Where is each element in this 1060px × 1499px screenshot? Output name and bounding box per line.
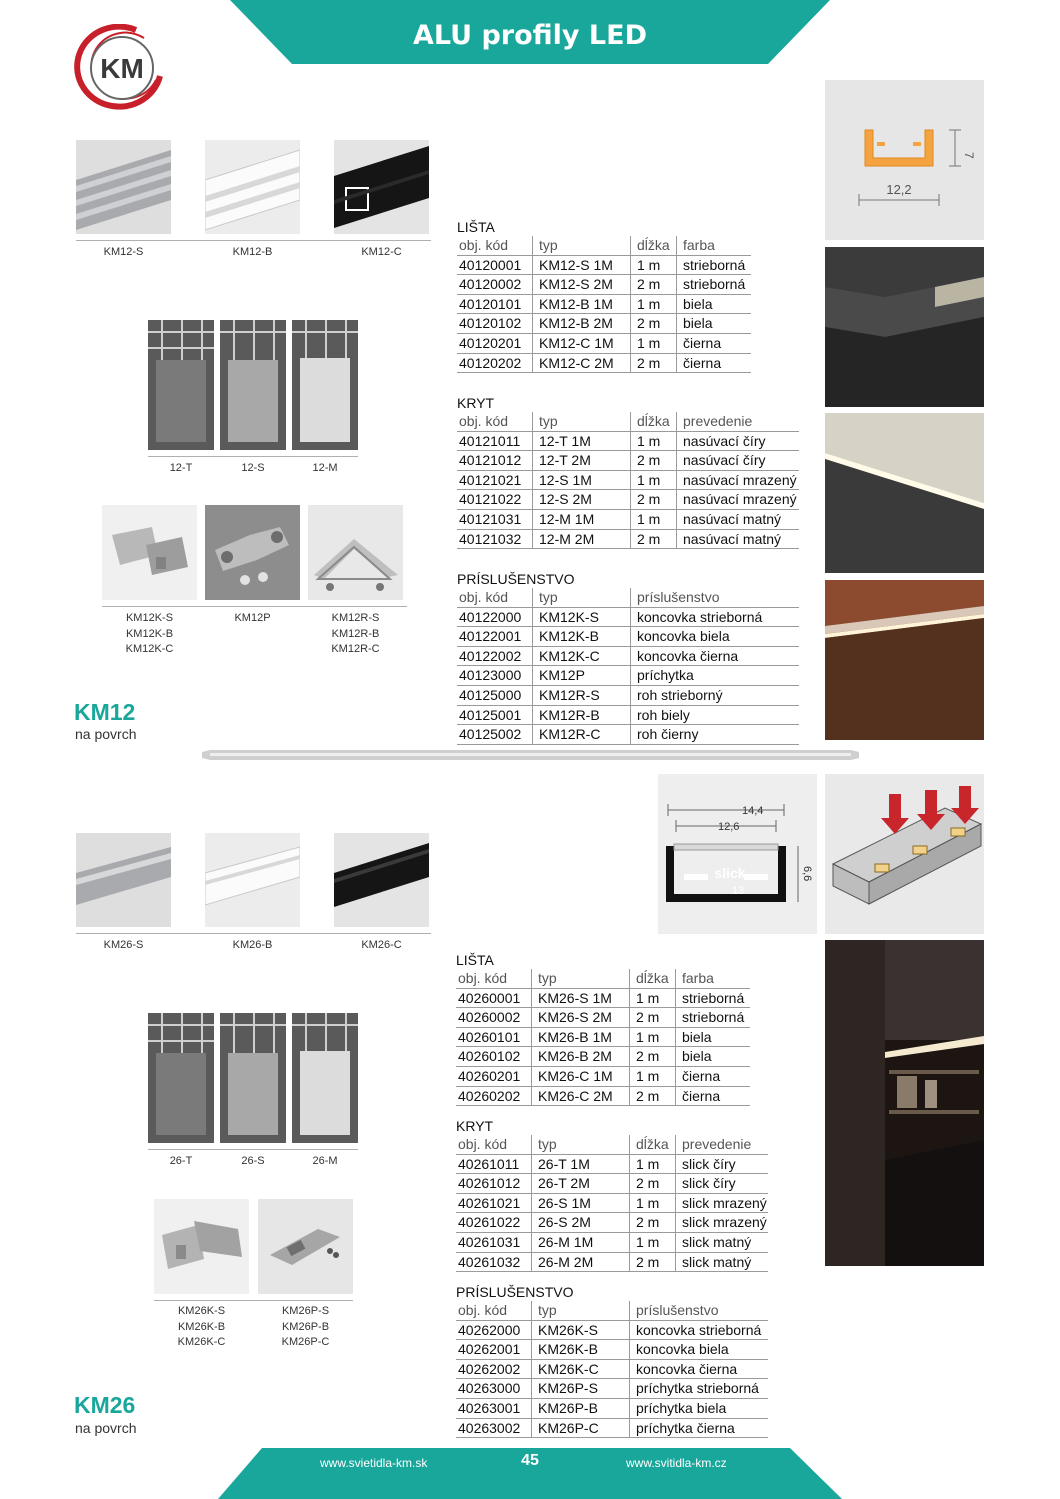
km12-cover-caption-m: 12-M xyxy=(312,462,338,474)
km12-cover-m-photo xyxy=(292,320,358,450)
km26-profile-caption-c: KM26-C xyxy=(361,939,402,951)
km12-s-photo xyxy=(76,140,171,234)
km26-accessory-caption-end-cap: KM26K-S KM26K-B KM26K-C xyxy=(177,1305,226,1348)
km12-cover-caption-rule xyxy=(148,456,358,457)
km26-cover-caption-m: 26-M xyxy=(312,1155,338,1167)
km26-profile-caption-rule xyxy=(76,933,431,934)
km12-prislusenstvo-title: PRÍSLUŠENSTVO xyxy=(457,571,575,587)
km26-end-cap-photo xyxy=(154,1199,249,1294)
km26-prislusenstvo-title: PRÍSLUŠENSTVO xyxy=(456,1284,574,1300)
km26-accessory-caption-rule xyxy=(154,1300,353,1301)
table-row: 40260002 KM26-S 2M 2 m strieborná xyxy=(456,1008,750,1028)
km12-shelf-photo xyxy=(825,580,984,740)
km26-profile-caption-b: KM26-B xyxy=(232,939,273,951)
km26-prislusenstvo-table xyxy=(456,1283,768,1438)
svg-text:6,6: 6,6 xyxy=(801,866,813,882)
km12-stairs-photo xyxy=(825,247,984,407)
table-row: 40122000 KM12K-S koncovka strieborná xyxy=(457,608,799,628)
table-row: 40261032 26-M 2M 2 m slick matný xyxy=(456,1253,768,1273)
table-row: 40120202 KM12-C 2M 2 m čierna xyxy=(457,354,751,374)
table-row: 40121031 12-M 1M 1 m nasúvací matný xyxy=(457,510,799,530)
km12-prislusenstvo-table xyxy=(457,570,799,745)
km26-c-photo xyxy=(334,833,429,927)
table-row: 40121011 12-T 1M 1 m nasúvací číry xyxy=(457,432,799,452)
km26-installation-drawing xyxy=(825,774,984,934)
table-header: obj. kód typ príslušenstvo xyxy=(457,588,799,608)
table-row: 40121021 12-S 1M 1 m nasúvací mrazený xyxy=(457,471,799,491)
km12-clip-photo xyxy=(205,505,300,600)
svg-text:7: 7 xyxy=(962,152,976,159)
km26-section-title: KM26 xyxy=(74,1392,136,1418)
km26-lista-table xyxy=(456,951,750,1106)
km12-profile-caption-rule xyxy=(76,240,431,241)
table-row: 40125001 KM12R-B roh biely xyxy=(457,706,799,726)
km26-section-subtitle: na povrch xyxy=(75,1420,137,1436)
section-divider xyxy=(202,750,859,760)
km12-cover-t-photo xyxy=(148,320,214,450)
km12-cover-caption-s: 12-S xyxy=(241,462,265,474)
km26-kryt-title: KRYT xyxy=(456,1118,494,1134)
table-row: 40120101 KM12-B 1M 1 m biela xyxy=(457,295,751,315)
page-title: ALU profily LED xyxy=(413,20,647,51)
table-row: 40121012 12-T 2M 2 m nasúvací číry xyxy=(457,451,799,471)
km12-end-cap-photo xyxy=(102,505,197,600)
table-row: 40122001 KM12K-B koncovka biela xyxy=(457,627,799,647)
table-header: obj. kód typ dĺžka farba xyxy=(457,236,751,256)
table-header: obj. kód typ príslušenstvo xyxy=(456,1301,768,1321)
table-row: 40120001 KM12-S 1M 1 m strieborná xyxy=(457,256,751,276)
km12-profile-caption-c: KM12-C xyxy=(361,246,402,258)
table-row: 40261022 26-S 2M 2 m slick mrazený xyxy=(456,1213,768,1233)
km12-lista-table xyxy=(457,218,751,373)
km26-cover-caption-rule xyxy=(148,1149,358,1150)
km12-profile-caption-s: KM12-S xyxy=(103,246,144,258)
footer-url-cz[interactable]: www.svitidla-km.cz xyxy=(626,1456,727,1470)
km12-kryt-title: KRYT xyxy=(457,395,495,411)
table-row: 40262002 KM26K-C koncovka čierna xyxy=(456,1360,768,1380)
svg-text:12,2: 12,2 xyxy=(886,182,912,197)
svg-text:slick: slick xyxy=(714,865,746,881)
table-row: 40260202 KM26-C 2M 2 m čierna xyxy=(456,1087,750,1107)
svg-text:KM: KM xyxy=(100,53,144,84)
km12-b-photo xyxy=(205,140,300,234)
km12-section-title: KM12 xyxy=(74,699,136,725)
km26-kryt-table xyxy=(456,1117,768,1272)
km12-corner-photo xyxy=(308,505,403,600)
table-row: 40263000 KM26P-S príchytka strieborná xyxy=(456,1379,768,1399)
km12-accessory-caption-rule xyxy=(102,606,407,607)
km26-cover-caption-s: 26-S xyxy=(241,1155,265,1167)
table-row: 40120102 KM12-B 2M 2 m biela xyxy=(457,314,751,334)
km12-cover-caption-t: 12-T xyxy=(169,462,193,474)
table-row: 40121032 12-M 2M 2 m nasúvací matný xyxy=(457,530,799,550)
km12-section-subtitle: na povrch xyxy=(75,726,137,742)
table-row: 40125002 KM12R-C roh čierny xyxy=(457,725,799,745)
table-row: 40261021 26-S 1M 1 m slick mrazený xyxy=(456,1194,768,1214)
km12-cover-s-photo xyxy=(220,320,286,450)
table-row: 40261011 26-T 1M 1 m slick číry xyxy=(456,1155,768,1175)
table-row: 40261012 26-T 2M 2 m slick číry xyxy=(456,1174,768,1194)
table-row: 40260102 KM26-B 2M 2 m biela xyxy=(456,1047,750,1067)
km26-s-photo xyxy=(76,833,171,927)
km26-cross-section-drawing xyxy=(658,774,817,934)
table-row: 40122002 KM12K-C koncovka čierna xyxy=(457,647,799,667)
table-row: 40261031 26-M 1M 1 m slick matný xyxy=(456,1233,768,1253)
table-row: 40262000 KM26K-S koncovka strieborná xyxy=(456,1321,768,1341)
svg-text:13: 13 xyxy=(731,885,745,897)
km12-profile-caption-b: KM12-B xyxy=(232,246,273,258)
km12-cross-section-drawing xyxy=(825,80,984,240)
km12-lista-title: LIŠTA xyxy=(457,219,495,235)
km12-accessory-caption-corner: KM12R-S KM12R-B KM12R-C xyxy=(331,612,380,655)
km26-lista-title: LIŠTA xyxy=(456,952,494,968)
svg-text:12,6: 12,6 xyxy=(718,821,740,833)
km-logo xyxy=(74,24,166,112)
table-row: 40120002 KM12-S 2M 2 m strieborná xyxy=(457,275,751,295)
table-row: 40263002 KM26P-C príchytka čierna xyxy=(456,1419,768,1439)
km26-cover-t-photo xyxy=(148,1013,214,1143)
table-row: 40260001 KM26-S 1M 1 m strieborná xyxy=(456,989,750,1009)
km26-interior-photo xyxy=(825,940,984,1266)
km26-accessory-caption-clip: KM26P-S KM26P-B KM26P-C xyxy=(281,1305,330,1348)
table-header: obj. kód typ dĺžka farba xyxy=(456,969,750,989)
table-row: 40121022 12-S 2M 2 m nasúvací mrazený xyxy=(457,490,799,510)
km26-cover-caption-t: 26-T xyxy=(169,1155,193,1167)
table-row: 40125000 KM12R-S roh strieborný xyxy=(457,686,799,706)
table-row: 40262001 KM26K-B koncovka biela xyxy=(456,1340,768,1360)
km26-cover-s-photo xyxy=(220,1013,286,1143)
page-number: 45 xyxy=(521,1452,539,1469)
km26-cover-m-photo xyxy=(292,1013,358,1143)
table-row: 40263001 KM26P-B príchytka biela xyxy=(456,1399,768,1419)
footer-url-sk[interactable]: www.svietidla-km.sk xyxy=(320,1456,428,1470)
km26-b-photo xyxy=(205,833,300,927)
km26-clip-photo xyxy=(258,1199,353,1294)
table-row: 40260101 KM26-B 1M 1 m biela xyxy=(456,1028,750,1048)
table-row: 40260201 KM26-C 1M 1 m čierna xyxy=(456,1067,750,1087)
km12-stair-light-photo xyxy=(825,413,984,573)
table-header: obj. kód typ dĺžka prevedenie xyxy=(456,1135,768,1155)
km26-profile-caption-s: KM26-S xyxy=(103,939,144,951)
km12-accessory-caption-end-cap: KM12K-S KM12K-B KM12K-C xyxy=(125,612,174,655)
km12-c-photo xyxy=(334,140,429,234)
km12-kryt-table xyxy=(457,394,799,549)
table-row: 40123000 KM12P príchytka xyxy=(457,666,799,686)
table-row: 40120201 KM12-C 1M 1 m čierna xyxy=(457,334,751,354)
table-header: obj. kód typ dĺžka prevedenie xyxy=(457,412,799,432)
svg-text:14,4: 14,4 xyxy=(742,805,764,817)
km12-accessory-caption-clip: KM12P xyxy=(234,612,271,624)
